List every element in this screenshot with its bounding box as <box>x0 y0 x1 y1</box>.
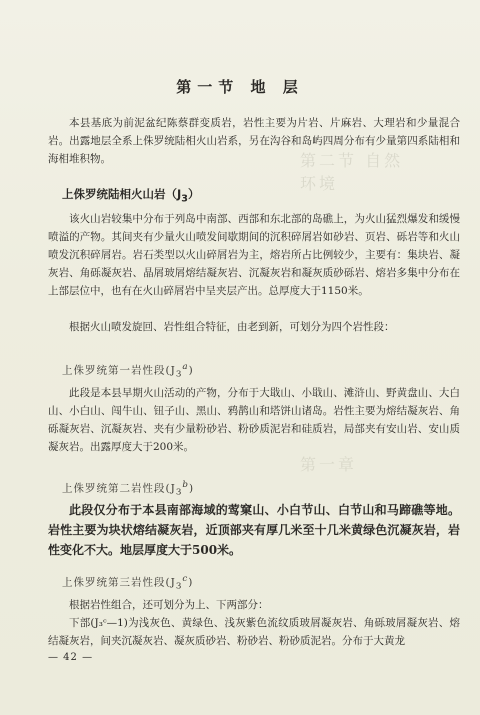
member-a-sup: a <box>182 362 189 372</box>
formation-heading-subscript: 3 <box>181 193 188 205</box>
member-c-heading <box>62 574 193 592</box>
member-b-text: 此段仅分布于本县南部海域的莺窠山、小白节山、白节山和马蹄礁等地。岩性主要为块状熔结凝灰岩，近顶部夹有厚几米至十几米黄绿色沉凝灰岩，岩性变化不大。地层厚度大于500米。 <box>48 503 460 557</box>
formation-heading-text: 上侏罗统陆相火山岩（J <box>62 187 182 201</box>
member-a-label: 上侏罗统第一岩性段(J <box>62 364 176 377</box>
formation-division-note: 根据火山喷发旋回、岩性组合特征，由老到新，可划分为四个岩性段： <box>69 321 395 333</box>
member-a-heading <box>62 362 194 380</box>
section-title: 第一节 地 层 <box>176 78 304 96</box>
bleed-through-text: 第一章 <box>300 455 358 474</box>
member-a-sub: 3 <box>175 369 183 380</box>
member-b-sub: 3 <box>175 487 183 498</box>
member-c-lower-part: 下部(J₃ᶜ—1)为浅灰色、黄绿色、浅灰紫色流纹质玻屑凝灰岩、角砾玻屑凝灰岩、熔结凝灰岩，间夹沉凝灰岩、凝灰质砂岩、粉砂岩、粉砂质泥岩。分布于大黄龙 <box>48 617 460 647</box>
page-number: — 42 — <box>48 652 94 663</box>
member-a-end: ) <box>188 364 194 377</box>
member-b-sup: b <box>182 480 189 490</box>
member-c-sup: c <box>182 574 189 584</box>
member-c-end: ) <box>188 576 194 589</box>
formation-description: 该火山岩较集中分布于列岛中南部、西部和东北部的岛礁上，为火山猛烈爆发和缓慢喷溢的产物。其间夹有少量火山喷发间歇期间的沉积碎屑岩如砂岩、页岩、砾岩等和火山喷发沉积碎屑岩。岩石类型以火山碎屑岩为主，熔岩所占比例较少，主要有：集块岩、凝灰岩、角砾凝灰岩、晶屑玻屑熔结凝灰岩、沉凝灰岩和凝灰质砂砾岩、熔岩多集中分布在上部层位中，也有在火山碎屑岩中呈夹层产出。总厚度大于1150米。 <box>48 213 460 297</box>
member-b-heading <box>62 480 194 498</box>
intro-paragraph: 本县基底为前泥盆纪陈蔡群变质岩，岩性主要为片岩、片麻岩、大理岩和少量混合岩。出露地层全系上侏罗统陆相火山岩系，另在沟谷和岛屿四周分布有少量第四系陆相和海相堆积物。 <box>48 117 460 165</box>
formation-heading-end: ） <box>187 187 200 201</box>
member-b-end: ) <box>189 482 195 495</box>
bleed-through-text: 第二节 自然环境 <box>300 151 404 193</box>
member-a-text: 此段是本县早期火山活动的产物，分布于大戢山、小戢山、滩浒山、野黄盘山、大白山、小白山、闯牛山、钮子山、黑山、鸦鹊山和塔饼山诸岛。岩性主要为熔结凝灰岩、角砾凝灰岩、沉凝灰岩、夹有少量粉砂岩、粉砂质泥岩和硅质岩，局部夹有安山岩、安山质凝灰岩。出露厚度大于200米。 <box>48 387 460 453</box>
member-c-sub: 3 <box>175 581 183 592</box>
member-c-intro: 根据岩性组合，还可划分为上、下两部分： <box>69 599 269 611</box>
formation-heading <box>62 186 199 204</box>
member-b-label: 上侏罗统第二岩性段(J <box>62 482 176 495</box>
member-c-label: 上侏罗统第三岩性段(J <box>62 576 176 589</box>
